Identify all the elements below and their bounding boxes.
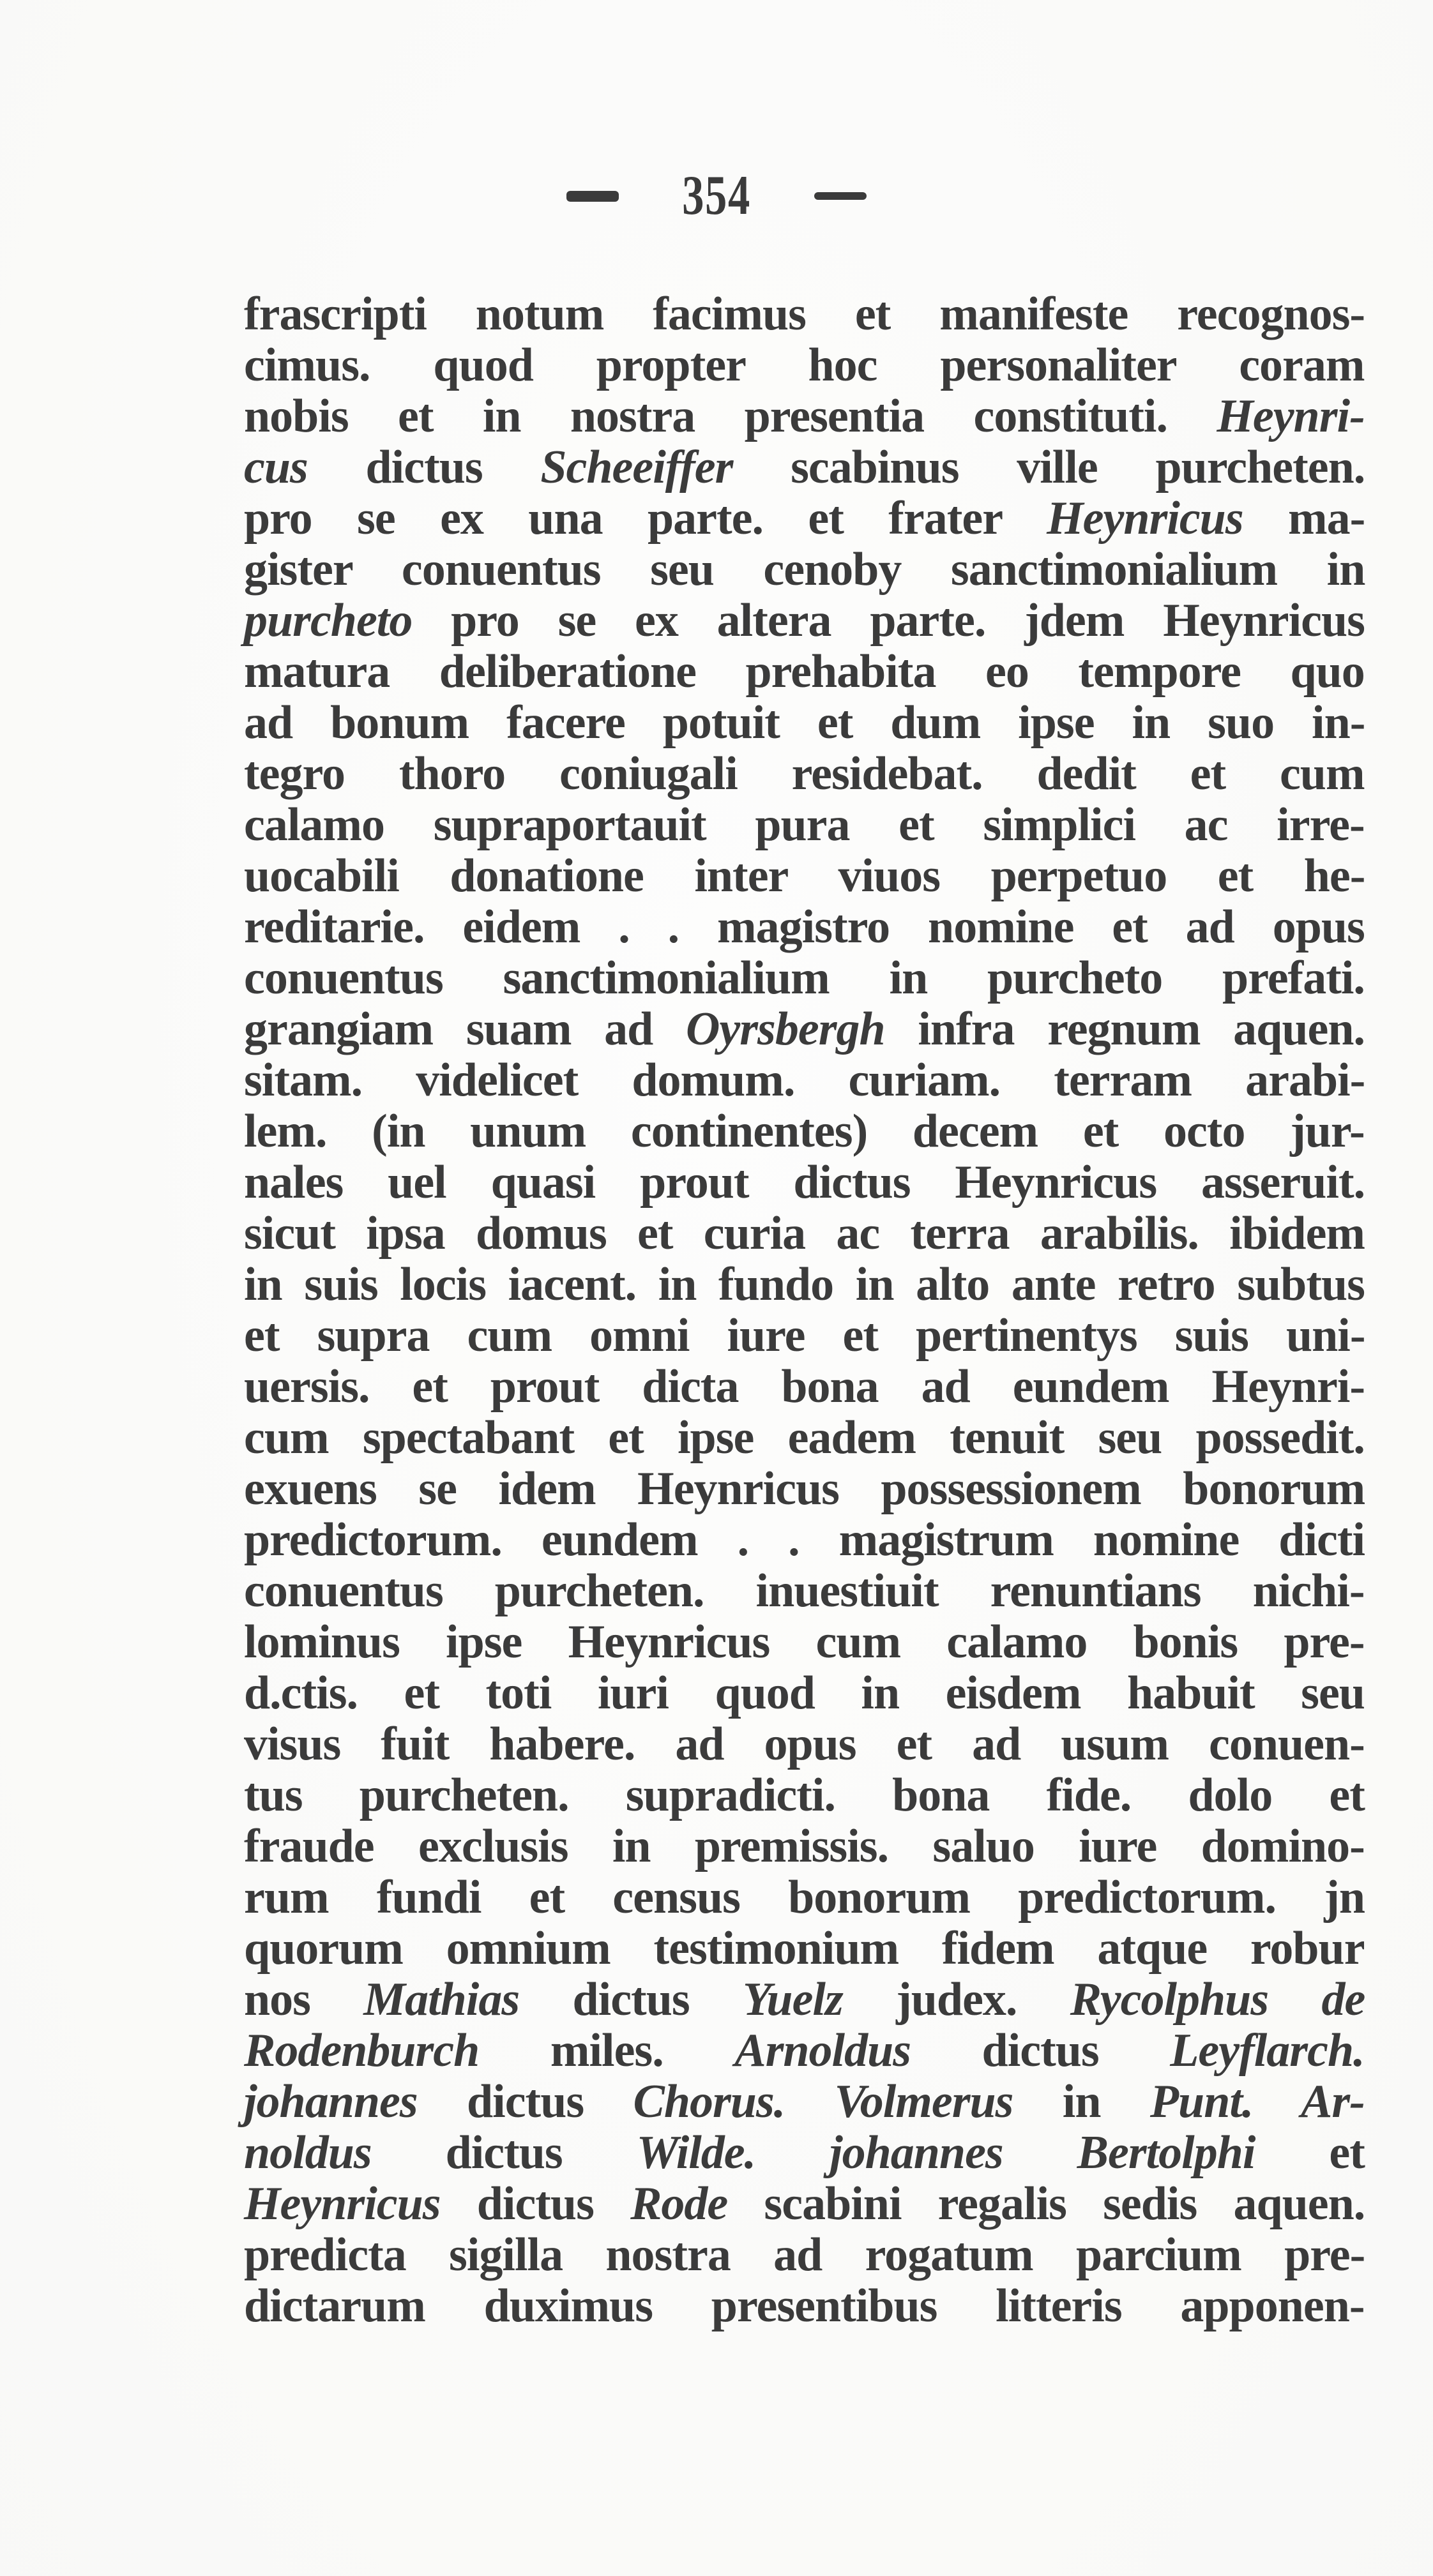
text-line-content xyxy=(244,1055,1365,1106)
text-segment: pro se ex una parte. et frater xyxy=(244,492,1047,545)
text-segment: predicta sigilla nostra ad rogatum parcium pre- xyxy=(244,2229,1365,2281)
text-line xyxy=(244,1668,1365,1719)
italic-name-segment: Leyflarch. xyxy=(1170,2024,1365,2077)
italic-name-segment: Rode xyxy=(630,2178,728,2230)
text-segment: conuentus sanctimonialium in purcheto prefati. xyxy=(244,952,1365,1004)
text-line-content xyxy=(244,1208,1365,1259)
italic-name-segment: Rycolphus de xyxy=(1070,1973,1365,2026)
text-line xyxy=(244,1872,1365,1923)
text-line xyxy=(244,2076,1365,2127)
text-line xyxy=(244,493,1365,544)
text-line xyxy=(244,1463,1365,1514)
text-segment: scabinus ville purcheten. xyxy=(732,441,1365,493)
text-line-content xyxy=(244,1259,1365,1310)
text-segment: scabini regalis sedis aquen. xyxy=(727,2178,1365,2230)
text-segment: pro se ex altera parte. jdem Heynricus xyxy=(412,594,1365,647)
text-line-content xyxy=(244,697,1365,748)
text-line xyxy=(244,1157,1365,1208)
text-segment: nos xyxy=(244,1973,364,2026)
text-line xyxy=(244,901,1365,953)
text-segment: dictarum duximus presentibus litteris apponen- xyxy=(244,2280,1365,2332)
italic-name-segment: Arnoldus xyxy=(734,2024,911,2077)
text-line xyxy=(244,2025,1365,2076)
text-line-content xyxy=(244,2076,1365,2127)
text-line-content xyxy=(244,1361,1365,1412)
text-line-content xyxy=(244,2229,1365,2280)
text-segment: uocabili donatione inter viuos perpetuo et he- xyxy=(244,850,1365,902)
text-line xyxy=(244,544,1365,595)
text-line-content xyxy=(244,1514,1365,1565)
text-segment: predictorum. eundem . . magistrum nomine dicti xyxy=(244,1514,1365,1566)
text-line-content xyxy=(244,1821,1365,1872)
text-line xyxy=(244,289,1365,340)
text-segment: exuens se idem Heynricus possessionem bonorum xyxy=(244,1463,1365,1515)
text-line-content xyxy=(244,1719,1365,1770)
text-segment: in xyxy=(1013,2075,1150,2128)
text-segment: et supra cum omni iure et pertinentys suis uni- xyxy=(244,1309,1365,1362)
text-line xyxy=(244,850,1365,901)
text-segment: rum fundi et census bonorum predictorum. jn xyxy=(244,1871,1365,1924)
text-segment: sitam. videlicet domum. curiam. terram arabi- xyxy=(244,1054,1365,1106)
page-number: 354 xyxy=(682,165,751,227)
text-line xyxy=(244,595,1365,646)
italic-name-segment: Oyrsbergh xyxy=(685,1003,885,1055)
text-line-content xyxy=(244,2178,1365,2229)
text-segment: frascripti notum facimus et manifeste recognos- xyxy=(244,288,1365,340)
text-segment: conuentus purcheten. inuestiuit renuntians nichi- xyxy=(244,1565,1365,1617)
text-segment: calamo supraportauit pura et simplici ac irre- xyxy=(244,799,1365,851)
text-segment: cum spectabant et ipse eadem tenuit seu possedit. xyxy=(244,1412,1365,1464)
text-line xyxy=(244,1208,1365,1259)
text-segment: lem. (in unum continentes) decem et octo jur- xyxy=(244,1105,1365,1157)
text-line xyxy=(244,1106,1365,1157)
text-line-content xyxy=(244,1923,1365,1974)
text-line xyxy=(244,2280,1365,2331)
text-line xyxy=(244,1923,1365,1974)
text-line-content xyxy=(244,544,1365,595)
text-line-content xyxy=(244,2025,1365,2076)
text-line xyxy=(244,1004,1365,1055)
text-line xyxy=(244,1565,1365,1616)
text-line-content xyxy=(244,901,1365,953)
text-segment: nobis et in nostra presentia constituti. xyxy=(244,390,1217,442)
text-segment: lominus ipse Heynricus cum calamo bonis pre- xyxy=(244,1616,1365,1668)
text-line xyxy=(244,1719,1365,1770)
text-line-content xyxy=(244,748,1365,799)
text-segment: matura deliberatione prehabita eo tempore quo xyxy=(244,645,1365,698)
text-segment: infra regnum aquen. xyxy=(884,1003,1365,1055)
text-line xyxy=(244,2229,1365,2280)
italic-name-segment: cus xyxy=(244,441,308,493)
text-line-content xyxy=(244,1412,1365,1463)
text-segment: dictus xyxy=(417,2075,633,2128)
text-line-content xyxy=(244,391,1365,442)
text-line xyxy=(244,2127,1365,2178)
italic-name-segment: Scheeiffer xyxy=(540,441,733,493)
text-segment: judex. xyxy=(842,1973,1070,2026)
text-line-content xyxy=(244,442,1365,493)
text-line-content xyxy=(244,289,1365,340)
text-line xyxy=(244,1514,1365,1565)
text-line xyxy=(244,340,1365,391)
italic-name-segment: Chorus. Volmerus xyxy=(633,2075,1013,2128)
italic-name-segment: Heynricus xyxy=(1047,492,1243,545)
text-segment: sicut ipsa domus et curia ac terra arabilis. ibidem xyxy=(244,1207,1365,1260)
text-line xyxy=(244,748,1365,799)
text-segment: visus fuit habere. ad opus et ad usum conuen- xyxy=(244,1718,1365,1770)
text-segment: nales uel quasi prout dictus Heynricus asseruit. xyxy=(244,1156,1365,1209)
text-segment: ma- xyxy=(1243,492,1365,545)
text-line-content xyxy=(244,953,1365,1004)
text-line xyxy=(244,1259,1365,1310)
italic-name-segment: Heynri- xyxy=(1217,390,1365,442)
italic-name-segment: Yuelz xyxy=(743,1973,843,2026)
italic-name-segment: Rodenburch xyxy=(244,2024,480,2077)
text-segment: uersis. et prout dicta bona ad eundem Heynri- xyxy=(244,1360,1365,1413)
text-line xyxy=(244,646,1365,697)
text-segment: dictus xyxy=(307,441,541,493)
text-line-content xyxy=(244,1770,1365,1821)
text-line-content xyxy=(244,1463,1365,1514)
text-segment: dictus xyxy=(440,2178,631,2230)
text-line xyxy=(244,1412,1365,1463)
text-line-content xyxy=(244,2127,1365,2178)
text-line-content xyxy=(244,1872,1365,1923)
text-segment: reditarie. eidem . . magistro nomine et ad opus xyxy=(244,901,1365,953)
text-segment: cimus. quod propter hoc personaliter coram xyxy=(244,339,1365,391)
text-line-content xyxy=(244,1668,1365,1719)
text-line xyxy=(244,799,1365,850)
text-line xyxy=(244,1821,1365,1872)
text-segment: gister conuentus seu cenoby sanctimonialium in xyxy=(244,543,1365,596)
text-line xyxy=(244,1974,1365,2025)
text-line-content xyxy=(244,1310,1365,1361)
text-line xyxy=(244,697,1365,748)
italic-name-segment: Heynricus xyxy=(244,2178,441,2230)
text-segment: et xyxy=(1255,2127,1365,2179)
text-segment: tus purcheten. supradicti. bona fide. dolo et xyxy=(244,1769,1365,1821)
italic-name-segment: noldus xyxy=(244,2127,372,2179)
text-line-content xyxy=(244,493,1365,544)
text-segment: ad bonum facere potuit et dum ipse in suo in- xyxy=(244,697,1365,749)
body-text xyxy=(244,289,1365,2331)
text-segment: dictus xyxy=(911,2024,1171,2077)
text-line-content xyxy=(244,1616,1365,1668)
text-line-content xyxy=(244,1565,1365,1616)
page-number-dash-right xyxy=(814,192,867,200)
text-segment: grangiam suam ad xyxy=(244,1003,686,1055)
text-line-content xyxy=(244,2280,1365,2331)
text-line xyxy=(244,1616,1365,1668)
text-line xyxy=(244,442,1365,493)
text-segment: dictus xyxy=(519,1973,743,2026)
text-line-content xyxy=(244,1106,1365,1157)
text-line-content xyxy=(244,340,1365,391)
italic-name-segment: Wilde. johannes Bertolphi xyxy=(636,2127,1255,2179)
text-line xyxy=(244,1770,1365,1821)
text-line-content xyxy=(244,1004,1365,1055)
italic-name-segment: johannes xyxy=(244,2075,418,2128)
italic-name-segment: Punt. Ar- xyxy=(1149,2075,1365,2128)
text-segment: in suis locis iacent. in fundo in alto ante retro subtus xyxy=(244,1258,1365,1311)
text-segment: fraude exclusis in premissis. saluo iure domino- xyxy=(244,1820,1365,1872)
text-line-content xyxy=(244,595,1365,646)
text-line xyxy=(244,2178,1365,2229)
text-segment: dictus xyxy=(371,2127,637,2179)
italic-name-segment: Mathias xyxy=(363,1973,520,2026)
text-line xyxy=(244,1310,1365,1361)
text-segment: miles. xyxy=(479,2024,735,2077)
text-line-content xyxy=(244,850,1365,901)
text-segment: quorum omnium testimonium fidem atque robur xyxy=(244,1922,1365,1975)
text-line xyxy=(244,1055,1365,1106)
text-line xyxy=(244,953,1365,1004)
page-number-dash-left xyxy=(566,191,619,202)
text-line-content xyxy=(244,646,1365,697)
text-line xyxy=(244,391,1365,442)
italic-name-segment: purcheto xyxy=(244,594,413,647)
text-segment: tegro thoro coniugali residebat. dedit et cum xyxy=(244,748,1365,800)
text-line xyxy=(244,1361,1365,1412)
page-number-header xyxy=(0,167,1433,225)
text-line-content xyxy=(244,1157,1365,1208)
text-line-content xyxy=(244,799,1365,850)
text-line-content xyxy=(244,1974,1365,2025)
text-segment: d.ctis. et toti iuri quod in eisdem habuit seu xyxy=(244,1667,1365,1719)
